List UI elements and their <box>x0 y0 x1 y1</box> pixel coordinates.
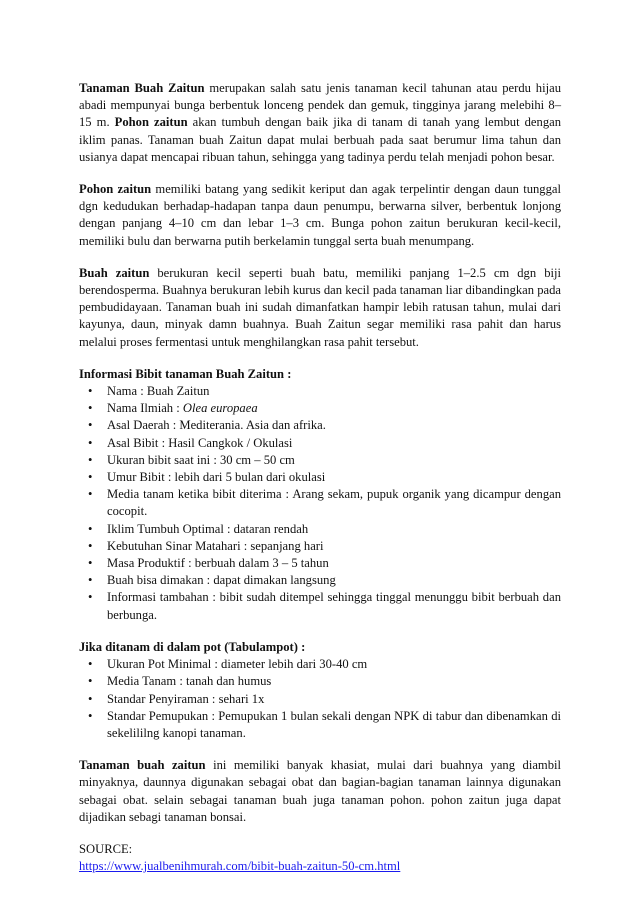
list-item-text: Media tanam ketika bibit diterima : Arang sekam, pupuk organik yang dicampur dengan cocopit. <box>107 487 561 519</box>
list-item <box>79 521 561 538</box>
list-item <box>79 435 561 452</box>
list-item <box>79 538 561 555</box>
list-item <box>79 469 561 486</box>
list-item-text: Ukuran Pot Minimal : diameter lebih dari 30-40 cm <box>107 657 368 672</box>
list-item-text: Informasi tambahan : bibit sudah ditempel sehingga tinggal menunggu bibit berbuah dan berbunga. <box>107 590 561 622</box>
list-item <box>79 691 561 708</box>
source-label: SOURCE: <box>79 841 133 856</box>
list-item-text: Umur Bibit : lebih dari 5 bulan dari okulasi <box>107 470 326 485</box>
info-list <box>79 383 561 624</box>
document-page <box>79 80 561 875</box>
tree-text: memiliki batang yang sedikit keriput dan agak terpelintir dengan daun tunggal dgn kedudukan berhadap-hadapan tanpa daun penumpu, berwarna silver, berbentuk lonjong dengan panjang 4–10 cm dan lebar 1–3 cm. Bunga pohon zaitun berukuran kecil-kecil, memiliki bulu dan berwarna putih berkelamin tunggal serta buah menumpang. <box>79 182 561 248</box>
pot-heading: Jika ditanam di dalam pot (Tabulampot) : <box>79 639 306 654</box>
list-item <box>79 555 561 572</box>
scientific-name: Olea europaea <box>182 401 258 416</box>
intro-text-1: merupakan salah satu jenis tanaman kecil tahunan atau perdu hijau abadi mempunyai bunga berbentuk lonceng pendek dan gemuk, tingginya jarang melebihi 8–15 m. <box>79 81 561 130</box>
list-item-text: Standar Pemupukan : Pemupukan 1 bulan sekali dengan NPK di tabur dan dibenamkan di sekelililng kanopi tanaman. <box>107 708 561 740</box>
list-item-text: Asal Bibit : Hasil Cangkok / Okulasi <box>107 435 293 450</box>
list-item <box>79 452 561 469</box>
bullet-icon <box>88 400 92 417</box>
bullet-icon <box>88 538 92 555</box>
bullet-icon <box>88 383 92 400</box>
list-item-text: Buah bisa dimakan : dapat dimakan langsung <box>107 573 336 588</box>
fruit-bold-term: Buah zaitun <box>79 265 150 280</box>
intro-paragraph <box>79 80 561 166</box>
bullet-icon <box>88 673 92 690</box>
source-line <box>79 858 561 875</box>
fruit-text: berukuran kecil seperti buah batu, memiliki panjang 1–2.5 cm dgn biji berendosperma. Buahnya berukuran lebih kurus dan kecil pada tanaman liar dibandingkan pada pembudidayaan. Tanaman buah ini sudah dimanfatkan hampir lebih ratusan tahun, mulai dari kayunya, daun, minyak damn buahnya. Buah Zaitun segar memiliki rasa pahit dan harus melalui proses fermentasi untuk menghilangkan rasa pahit tersebut. <box>79 265 561 349</box>
tree-paragraph <box>79 181 561 250</box>
list-item <box>79 708 561 742</box>
intro-text-2: akan tumbuh dengan baik jika di tanam di tanah yang lembut dengan iklim panas. Tanaman buah Zaitun dapat mulai berbuah pada saat berumur lima tahun dan usianya dapat mencapai ribuan tahun, sehingga yang tadinya perdu telah menjadi pohon besar. <box>79 115 562 164</box>
bullet-icon <box>88 572 92 589</box>
list-item-text: Asal Daerah : Mediterania. Asia dan afrika. <box>107 418 326 433</box>
list-item <box>79 383 561 400</box>
bullet-icon <box>88 486 92 503</box>
bullet-icon <box>88 589 92 606</box>
list-item-text: Masa Produktif : berbuah dalam 3 – 5 tahun <box>107 556 329 571</box>
bullet-icon <box>88 656 92 673</box>
bullet-icon <box>88 691 92 708</box>
list-item <box>79 417 561 434</box>
bullet-icon <box>88 708 92 725</box>
list-item-text: Media Tanam : tanah dan humus <box>107 674 272 689</box>
bullet-icon <box>88 417 92 434</box>
list-item <box>79 572 561 589</box>
list-item-text: Iklim Tumbuh Optimal : dataran rendah <box>107 521 309 536</box>
intro-bold-term-2: Pohon zaitun <box>114 115 188 130</box>
source-link[interactable]: https://www.jualbenihmurah.com/bibit-buah-zaitun-50-cm.html <box>79 859 401 874</box>
info-heading: Informasi Bibit tanaman Buah Zaitun : <box>79 366 292 381</box>
benefits-text: ini memiliki banyak khasiat, mulai dari buahnya yang diambil minyaknya, daunnya digunakan sebagai obat dan bagian-bagian tanaman lainnya digunakan sebagai obat. selain sebagai tanaman buah juga tanaman pohon. pohon zaitun juga dapat dijadikan sebagi tanaman bonsai. <box>79 758 561 824</box>
list-item-text: Kebutuhan Sinar Matahari : sepanjang hari <box>107 538 324 553</box>
pot-list <box>79 656 561 742</box>
tree-bold-term: Pohon zaitun <box>79 182 152 197</box>
bullet-icon <box>88 452 92 469</box>
benefits-bold-term: Tanaman buah zaitun <box>79 758 206 773</box>
list-item <box>79 673 561 690</box>
list-item <box>79 400 561 417</box>
list-item <box>79 486 561 520</box>
list-item-text: Ukuran bibit saat ini : 30 cm – 50 cm <box>107 452 295 467</box>
list-item-text: Standar Penyiraman : sehari 1x <box>107 691 265 706</box>
bullet-icon <box>88 469 92 486</box>
fruit-paragraph <box>79 265 561 351</box>
list-item-text: Nama : Buah Zaitun <box>107 384 210 399</box>
list-item <box>79 656 561 673</box>
list-item <box>79 589 561 623</box>
bullet-icon <box>88 521 92 538</box>
benefits-paragraph <box>79 757 561 826</box>
bullet-icon <box>88 435 92 452</box>
bullet-icon <box>88 555 92 572</box>
intro-bold-term: Tanaman Buah Zaitun <box>79 81 205 95</box>
list-item-text: Nama Ilmiah : <box>107 401 183 416</box>
